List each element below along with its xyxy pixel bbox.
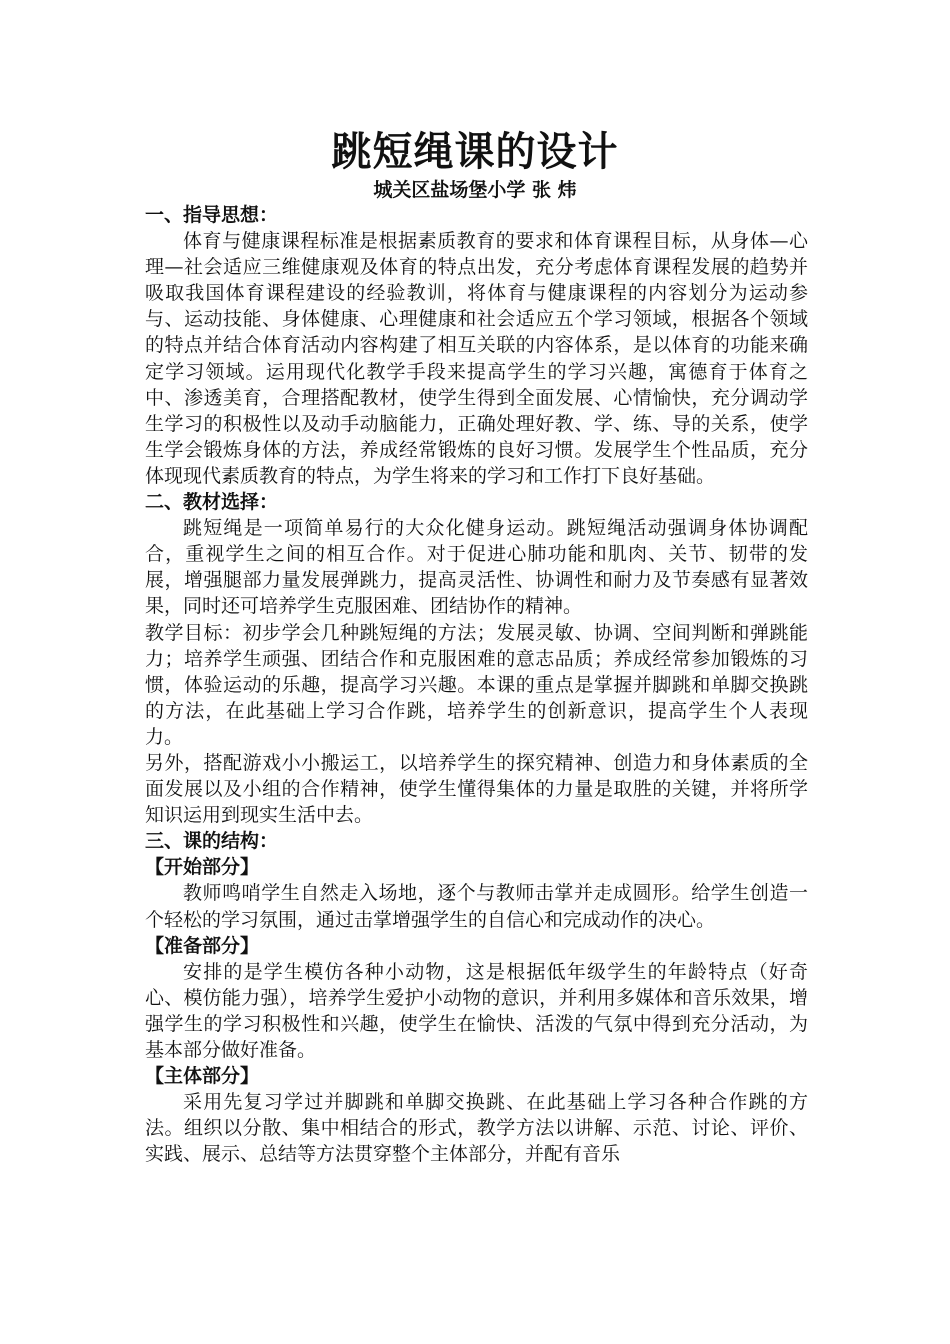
paragraph-game: 另外，搭配游戏小小搬运工，以培养学生的探究精神、创造力和身体素质的全面发展以及小组的合作精神，使学生懂得集体的力量是取胜的关键，并将所学知识运用到现实生活中去。 [145,751,808,827]
section-heading-material-selection: 二、教材选择： [145,491,279,514]
paragraph-guiding-ideas: 体育与健康课程标准是根据素质教育的要求和体育课程目标，从身体—心理—社会适应三维健康观及体育的特点出发，充分考虑体育课程发展的趋势并吸取我国体育课程建设的经验教训，将体育与健康课程的内容划分为运动参与、运动技能、身体健康、心理健康和社会适应五个学习领域，根据各个领域的特点并结合体育活动内容构建了相互关联的内容体系，是以体育的功能来确定学习领域。运用现代化教学手段来提高学生的学习兴趣，寓德育于体育之中、渗透美育，合理搭配教材，使学生得到全面发展、心情愉快，充分调动学生学习的积极性以及动手动脑能力，正确处理好教、学、练、导的关系，使学生学会锻炼身体的方法，养成经常锻炼的良好习惯。发展学生个性品质，充分体现现代素质教育的特点，为学生将来的学习和工作打下良好基础。 [145,230,808,487]
part-label-main: 【主体部分】 [145,1065,260,1088]
part-label-preparation: 【准备部分】 [145,934,260,957]
section-heading-guiding-ideas: 一、指导思想： [145,204,279,226]
part-label-opening: 【开始部分】 [145,856,260,879]
document-body [145,202,808,1167]
document-byline: 城关区盐场堡小学 张 炜 [373,179,577,201]
paragraph-main: 采用先复习学过并脚跳和单脚交换跳、在此基础上学习各种合作跳的方法。组织以分散、集中相结合的形式，教学方法以讲解、示范、讨论、评价、实践、展示、总结等方法贯穿整个主体部分，并配有音乐 [145,1091,808,1166]
paragraph-material-intro: 跳短绳是一项简单易行的大众化健身运动。跳短绳活动强调身体协调配合，重视学生之间的相互合作。对于促进心肺功能和肌肉、关节、韧带的发展，增强腿部力量发展弹跳力，提高灵活性、协调性和耐力及节奏感有显著效果，同时还可培养学生克服困难、团结协作的精神。 [145,517,808,618]
paragraph-teaching-goals: 教学目标：初步学会几种跳短绳的方法；发展灵敏、协调、空间判断和弹跳能力；培养学生顽强、团结合作和克服困难的意志品质；养成经常参加锻炼的习惯，体验运动的乐趣，提高学习兴趣。本课的重点是掌握并脚跳和单脚交换跳的方法，在此基础上学习合作跳，培养学生的创新意识，提高学生个人表现力。 [145,621,808,748]
paragraph-opening: 教师鸣哨学生自然走入场地，逐个与教师击掌并走成圆形。给学生创造一个轻松的学习氛围，通过击掌增强学生的自信心和完成动作的决心。 [145,882,808,931]
section-heading-lesson-structure: 三、课的结构： [145,830,279,853]
paragraph-preparation: 安排的是学生模仿各种小动物，这是根据低年级学生的年龄特点（好奇心、模仿能力强），培养学生爱护小动物的意识，并利用多媒体和音乐效果，增强学生的学习积极性和兴趣，使学生在愉快、活泼的气氛中得到充分活动，为基本部分做好准备。 [145,960,808,1061]
document-title: 跳短绳课的设计 [331,128,619,175]
